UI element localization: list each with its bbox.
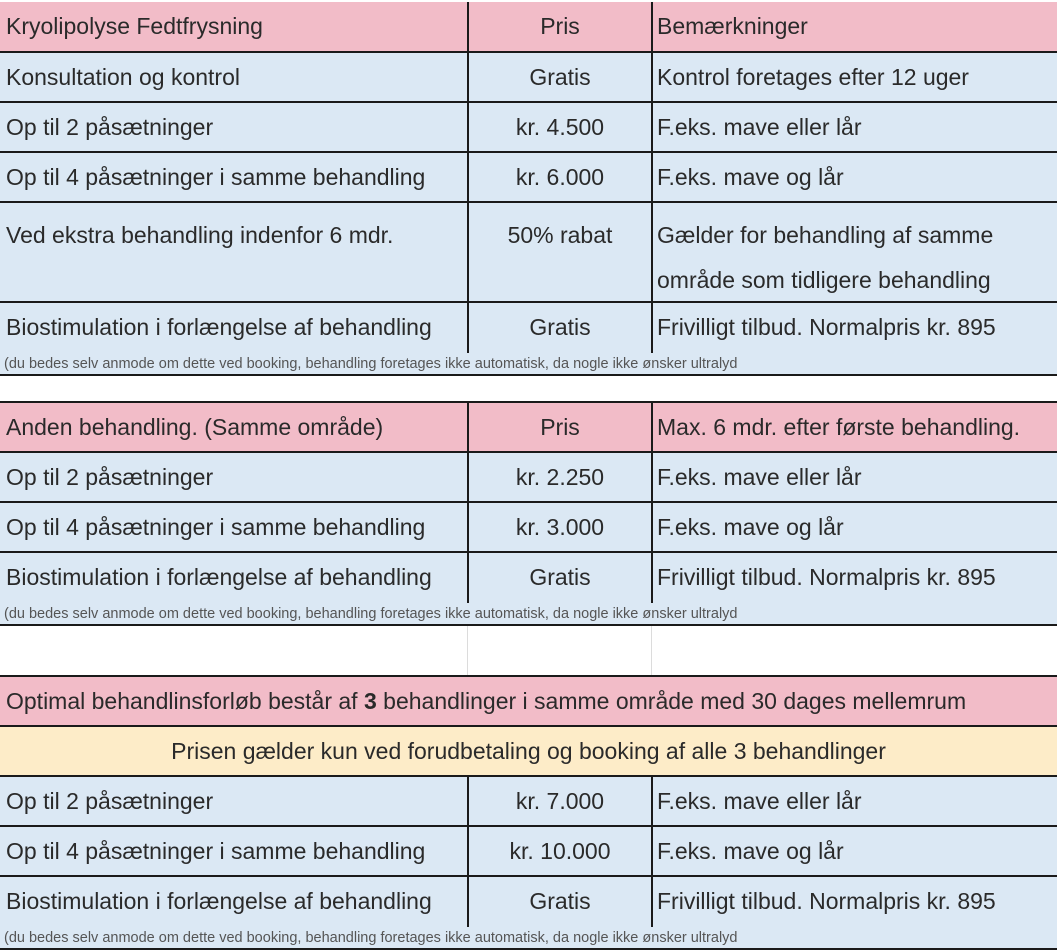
empty-gap-row — [0, 626, 1057, 675]
row-label: Op til 4 påsætninger i samme behandling — [6, 164, 426, 190]
row-remark: F.eks. mave eller lår — [651, 103, 1057, 151]
section1-header-row — [0, 2, 1057, 53]
row-remark: Frivilligt tilbud. Normalpris kr. 895 — [651, 303, 1057, 353]
section2-title: Anden behandling. (Samme område) — [6, 414, 384, 440]
empty-cell — [651, 626, 1057, 675]
row-remark-line1: Gælder for behandling af samme — [657, 222, 994, 248]
section3-subheader-row — [0, 727, 1057, 777]
table-row — [0, 203, 1057, 303]
prepayment-notice: Prisen gælder kun ved forudbetaling og booking af alle 3 behandlinger — [171, 738, 886, 764]
row-price: Gratis — [467, 303, 651, 353]
section2-header-row — [0, 401, 1057, 453]
row-remark: F.eks. mave eller lår — [651, 453, 1057, 501]
table-row — [0, 303, 1057, 353]
row-price: kr. 4.500 — [467, 103, 651, 151]
row-price: kr. 2.250 — [467, 453, 651, 501]
section1-remarks-header: Bemærkninger — [651, 2, 1057, 51]
row-remark: Kontrol foretages efter 12 uger — [651, 53, 1057, 101]
section2-note-row — [0, 603, 1057, 626]
section3-title: Optimal behandlinsforløb består af 3 behandlinger i samme område med 30 dages mellemrum — [6, 688, 967, 714]
section2-remarks-header: Max. 6 mdr. efter første behandling. — [651, 403, 1057, 451]
treatment-count: 3 — [363, 688, 377, 714]
row-label: Konsultation og kontrol — [6, 64, 240, 90]
row-label: Op til 2 påsætninger — [6, 464, 214, 490]
row-remark: Frivilligt tilbud. Normalpris kr. 895 — [651, 877, 1057, 927]
row-remark — [651, 203, 1057, 301]
row-label: Ved ekstra behandling indenfor 6 mdr. — [6, 222, 394, 248]
section3-note-row — [0, 927, 1057, 950]
table-row — [0, 453, 1057, 503]
row-price: kr. 3.000 — [467, 503, 651, 551]
section1-note-row — [0, 353, 1057, 376]
row-remark: F.eks. mave eller lår — [651, 777, 1057, 825]
row-remark: F.eks. mave og lår — [651, 153, 1057, 201]
row-label: Op til 4 påsætninger i samme behandling — [6, 514, 426, 540]
row-label: Op til 2 påsætninger — [6, 788, 214, 814]
table-row — [0, 103, 1057, 153]
section3-header-row — [0, 675, 1057, 727]
section1-price-header: Pris — [467, 2, 651, 51]
table-row — [0, 777, 1057, 827]
row-price: kr. 7.000 — [467, 777, 651, 825]
row-remark: F.eks. mave og lår — [651, 827, 1057, 875]
row-label: Biostimulation i forlængelse af behandling — [6, 564, 432, 590]
ultrasound-note: (du bedes selv anmode om dette ved booking, behandling foretages ikke automatisk, da nogle ikke ønsker ultralyd — [4, 930, 738, 946]
table-row — [0, 503, 1057, 553]
ultrasound-note: (du bedes selv anmode om dette ved booking, behandling foretages ikke automatisk, da nogle ikke ønsker ultralyd — [4, 356, 738, 372]
row-price: kr. 6.000 — [467, 153, 651, 201]
row-label: Op til 4 påsætninger i samme behandling — [6, 838, 426, 864]
table-row — [0, 553, 1057, 603]
empty-cell — [467, 626, 651, 675]
table-row — [0, 827, 1057, 877]
row-price: Gratis — [467, 877, 651, 927]
row-label: Op til 2 påsætninger — [6, 114, 214, 140]
row-remark: F.eks. mave og lår — [651, 503, 1057, 551]
row-remark: Frivilligt tilbud. Normalpris kr. 895 — [651, 553, 1057, 603]
row-label: Biostimulation i forlængelse af behandling — [6, 888, 432, 914]
section1-title: Kryolipolyse Fedtfrysning — [6, 13, 263, 39]
row-price: Gratis — [467, 553, 651, 603]
row-label: Biostimulation i forlængelse af behandling — [6, 314, 432, 340]
table-row — [0, 877, 1057, 927]
table-row — [0, 53, 1057, 103]
row-price: Gratis — [467, 53, 651, 101]
row-remark-line2: område som tidligere behandling — [657, 267, 991, 293]
section2-price-header: Pris — [467, 403, 651, 451]
table-row — [0, 153, 1057, 203]
ultrasound-note: (du bedes selv anmode om dette ved booking, behandling foretages ikke automatisk, da nogle ikke ønsker ultralyd — [4, 606, 738, 622]
row-price: 50% rabat — [467, 203, 651, 301]
row-price: kr. 10.000 — [467, 827, 651, 875]
